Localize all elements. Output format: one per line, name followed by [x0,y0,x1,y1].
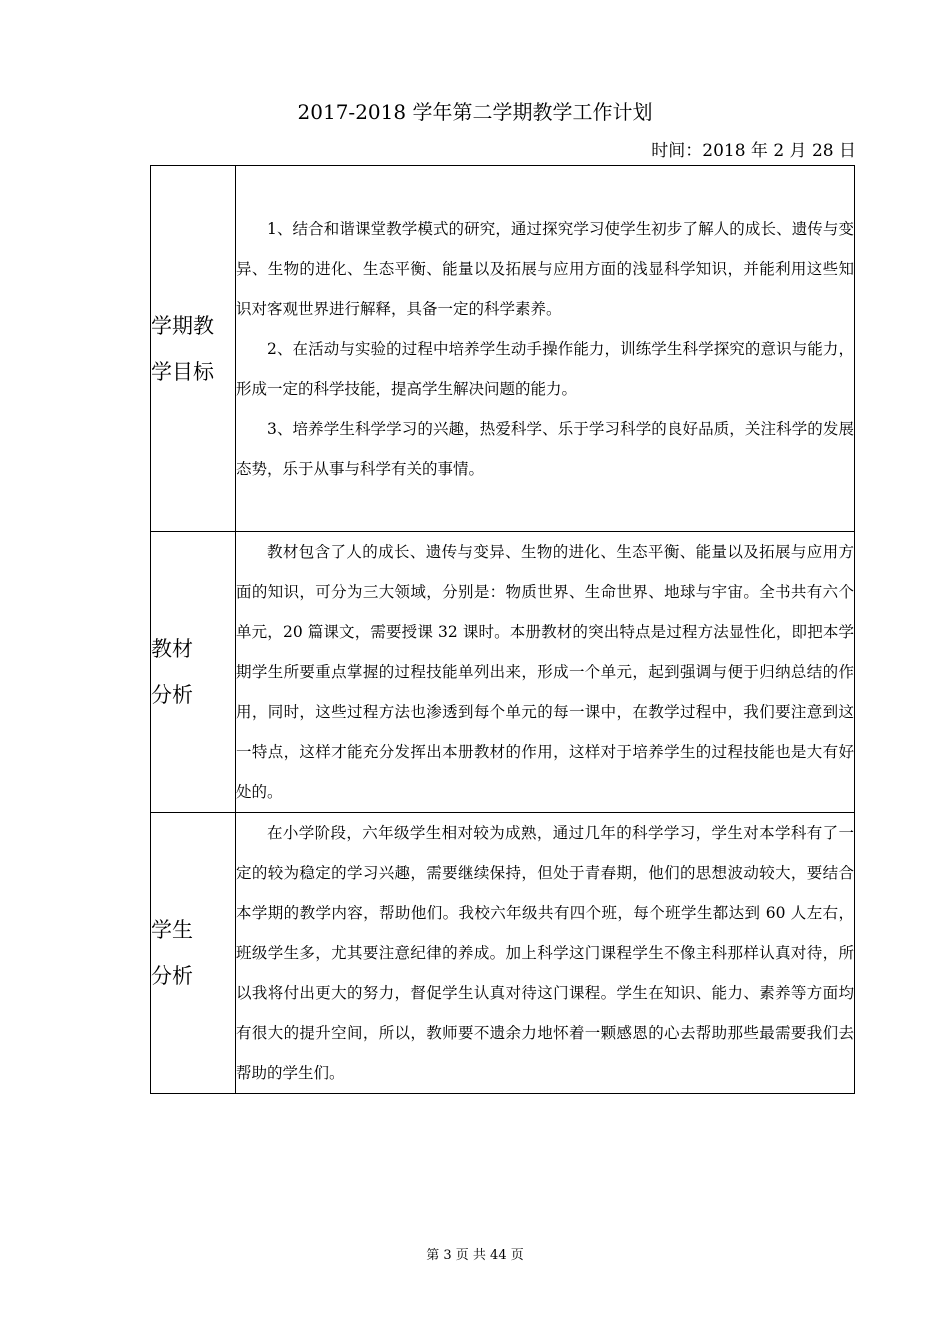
section-label-line: 学期教 [151,313,214,338]
section-label-line: 教材 [151,637,193,661]
section-content [236,166,855,532]
page-title: 2017-2018 学年第二学期教学工作计划 [297,100,653,124]
section-label-line: 学目标 [151,359,214,384]
material-paragraph: 教材包含了人的成长、遗传与变异、生物的进化、生态平衡、能量以及拓展与应用方面的知识，可分为三大领域，分别是：物质世界、生命世界、地球与宇宙。全书共有六个单元，20 篇课文，需要授课 32 课时。本册教材的突出特点是过程方法显性化，即把本学期学生所要重点掌握的过程技能单列出来，形成一个单元，起到强调与便于归纳总结的作用，同时，这些过程方法也渗透到每个单元的每一课中，在教学过程中，我们要注意到这一特点，这样才能充分发挥出本册教材的作用，这样对于培养学生的过程技能也是大有好处的。 [236,543,854,801]
section-label [151,532,236,813]
goal-paragraph-1: 1、结合和谐课堂教学模式的研究，通过探究学习使学生初步了解人的成长、遗传与变异、生物的进化、生态平衡、能量以及拓展与应用方面的浅显科学知识，并能利用这些知识对客观世界进行解释，具备一定的科学素养。 [236,219,854,318]
section-student-analysis [151,813,855,1094]
section-semester-goals [151,166,855,532]
section-content [236,813,855,1094]
section-label-line: 分析 [151,683,193,707]
section-label-line: 分析 [151,964,193,988]
goal-paragraph-2: 2、在活动与实验的过程中培养学生动手操作能力，训练学生科学探究的意识与能力，形成一定的科学技能，提高学生解决问题的能力。 [236,339,854,398]
student-paragraph: 在小学阶段，六年级学生相对较为成熟，通过几年的科学学习，学生对本学科有了一定的较为稳定的学习兴趣，需要继续保持，但处于青春期，他们的思想波动较大，要结合本学期的教学内容，帮助他们。我校六年级共有四个班，每个班学生都达到 60 人左右，班级学生多，尤其要注意纪律的养成。加上科学这门课程学生不像主科那样认真对待，所以我将付出更大的努力，督促学生认真对待这门课程。学生在知识、能力、素养等方面均有很大的提升空间，所以，教师要不遗余力地怀着一颗感恩的心去帮助那些最需要我们去帮助的学生们。 [236,824,854,1082]
section-material-analysis [151,532,855,813]
section-content [236,532,855,813]
plan-table [150,165,855,1094]
section-label [151,813,236,1094]
section-label-line: 学生 [151,918,193,942]
page-footer: 第 3 页 共 44 页 [426,1248,524,1263]
goal-paragraph-3: 3、培养学生科学学习的兴趣，热爱科学、乐于学习科学的良好品质，关注科学的发展态势，乐于从事与科学有关的事情。 [236,419,854,478]
date-line: 时间：2018 年 2 月 28 日 [651,141,856,161]
section-label [151,166,236,532]
